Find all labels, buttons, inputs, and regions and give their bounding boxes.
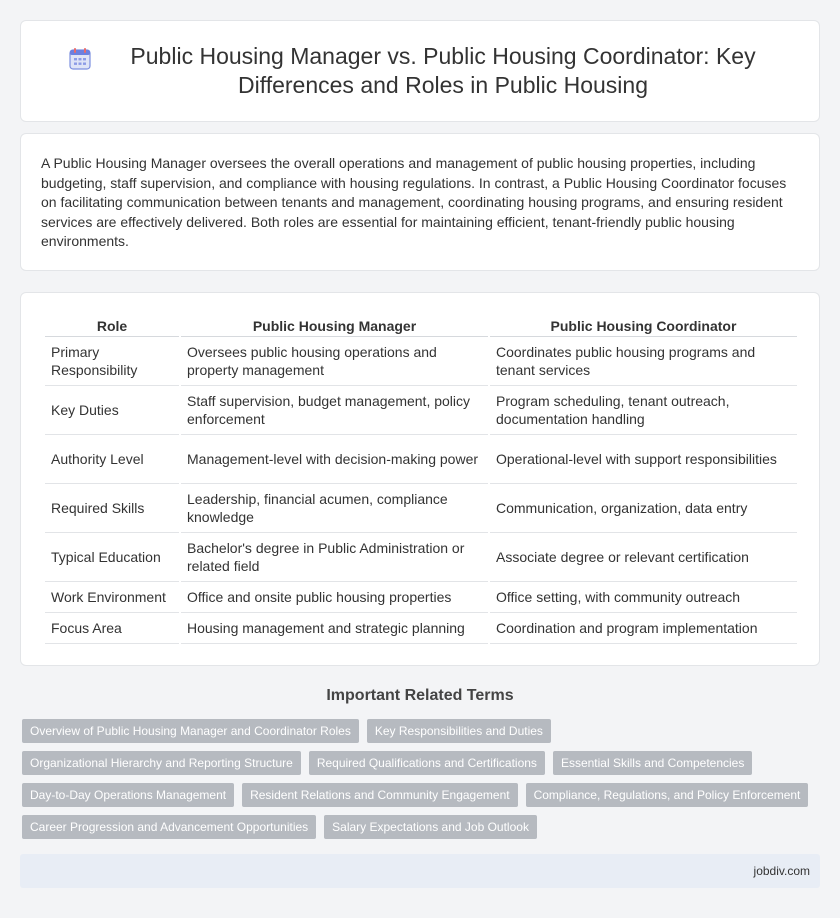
manager-cell: Staff supervision, budget management, policy enforcement [181,386,488,435]
tag-link[interactable]: Overview of Public Housing Manager and Coordinator Roles [22,719,359,743]
tag-link[interactable]: Career Progression and Advancement Opportunities [22,815,316,839]
related-terms-tags [22,719,822,847]
intro-card [20,133,820,271]
footer-site-link[interactable]: jobdiv.com [753,864,810,878]
coordinator-cell: Associate degree or relevant certification [490,533,797,582]
table-row [45,533,797,582]
tag-row [22,719,822,743]
table-row [45,484,797,533]
tag-link[interactable]: Organizational Hierarchy and Reporting Structure [22,751,301,775]
tag-link[interactable]: Resident Relations and Community Engagement [242,783,517,807]
coordinator-cell: Operational-level with support responsibilities [490,435,797,484]
table-row [45,386,797,435]
manager-cell: Management-level with decision-making power [181,435,488,484]
manager-cell: Oversees public housing operations and property management [181,337,488,386]
table-row [45,582,797,613]
comparison-card [20,292,820,666]
footer [20,854,820,888]
table-row [45,337,797,386]
coordinator-cell: Coordinates public housing programs and tenant services [490,337,797,386]
manager-cell: Bachelor's degree in Public Administration or related field [181,533,488,582]
row-label: Key Duties [45,386,179,435]
header-manager: Public Housing Manager [181,315,488,337]
manager-cell: Housing management and strategic planning [181,613,488,644]
tag-link[interactable]: Required Qualifications and Certifications [309,751,545,775]
manager-cell: Office and onsite public housing properties [181,582,488,613]
header-role: Role [45,315,179,337]
row-label: Authority Level [45,435,179,484]
intro-paragraph: A Public Housing Manager oversees the overall operations and management of public housing properties, including budgeting, staff supervision, and compliance with housing regulations. In contrast, a Public Housing Coordinator focuses on facilitating communication between tenants and management, coordinating housing programs, and ensuring resident services are effectively delivered. Both roles are essential for maintaining efficient, tenant-friendly public housing environments. [41,155,787,249]
manager-cell: Leadership, financial acumen, compliance knowledge [181,484,488,533]
coordinator-cell: Coordination and program implementation [490,613,797,644]
table-header-row [45,315,797,337]
tag-row [22,815,822,839]
comparison-table [43,315,799,644]
row-label: Focus Area [45,613,179,644]
table-row [45,435,797,484]
tag-link[interactable]: Key Responsibilities and Duties [367,719,551,743]
header-coordinator: Public Housing Coordinator [490,315,797,337]
tag-link[interactable]: Salary Expectations and Job Outlook [324,815,537,839]
row-label: Typical Education [45,533,179,582]
coordinator-cell: Program scheduling, tenant outreach, documentation handling [490,386,797,435]
tag-link[interactable]: Compliance, Regulations, and Policy Enforcement [526,783,809,807]
tag-link[interactable]: Essential Skills and Competencies [553,751,752,775]
row-label: Work Environment [45,582,179,613]
row-label: Required Skills [45,484,179,533]
title-card [20,20,820,122]
coordinator-cell: Office setting, with community outreach [490,582,797,613]
tag-link[interactable]: Day-to-Day Operations Management [22,783,234,807]
page-title: Public Housing Manager vs. Public Housing Coordinator: Key Differences and Roles in Public Housing [130,43,756,98]
row-label: Primary Responsibility [45,337,179,386]
calendar-icon [67,46,93,72]
title-wrap [37,42,803,100]
related-terms-title: Important Related Terms [326,687,514,704]
tag-row [22,783,822,807]
tag-row [22,751,822,775]
table-row [45,613,797,644]
coordinator-cell: Communication, organization, data entry [490,484,797,533]
